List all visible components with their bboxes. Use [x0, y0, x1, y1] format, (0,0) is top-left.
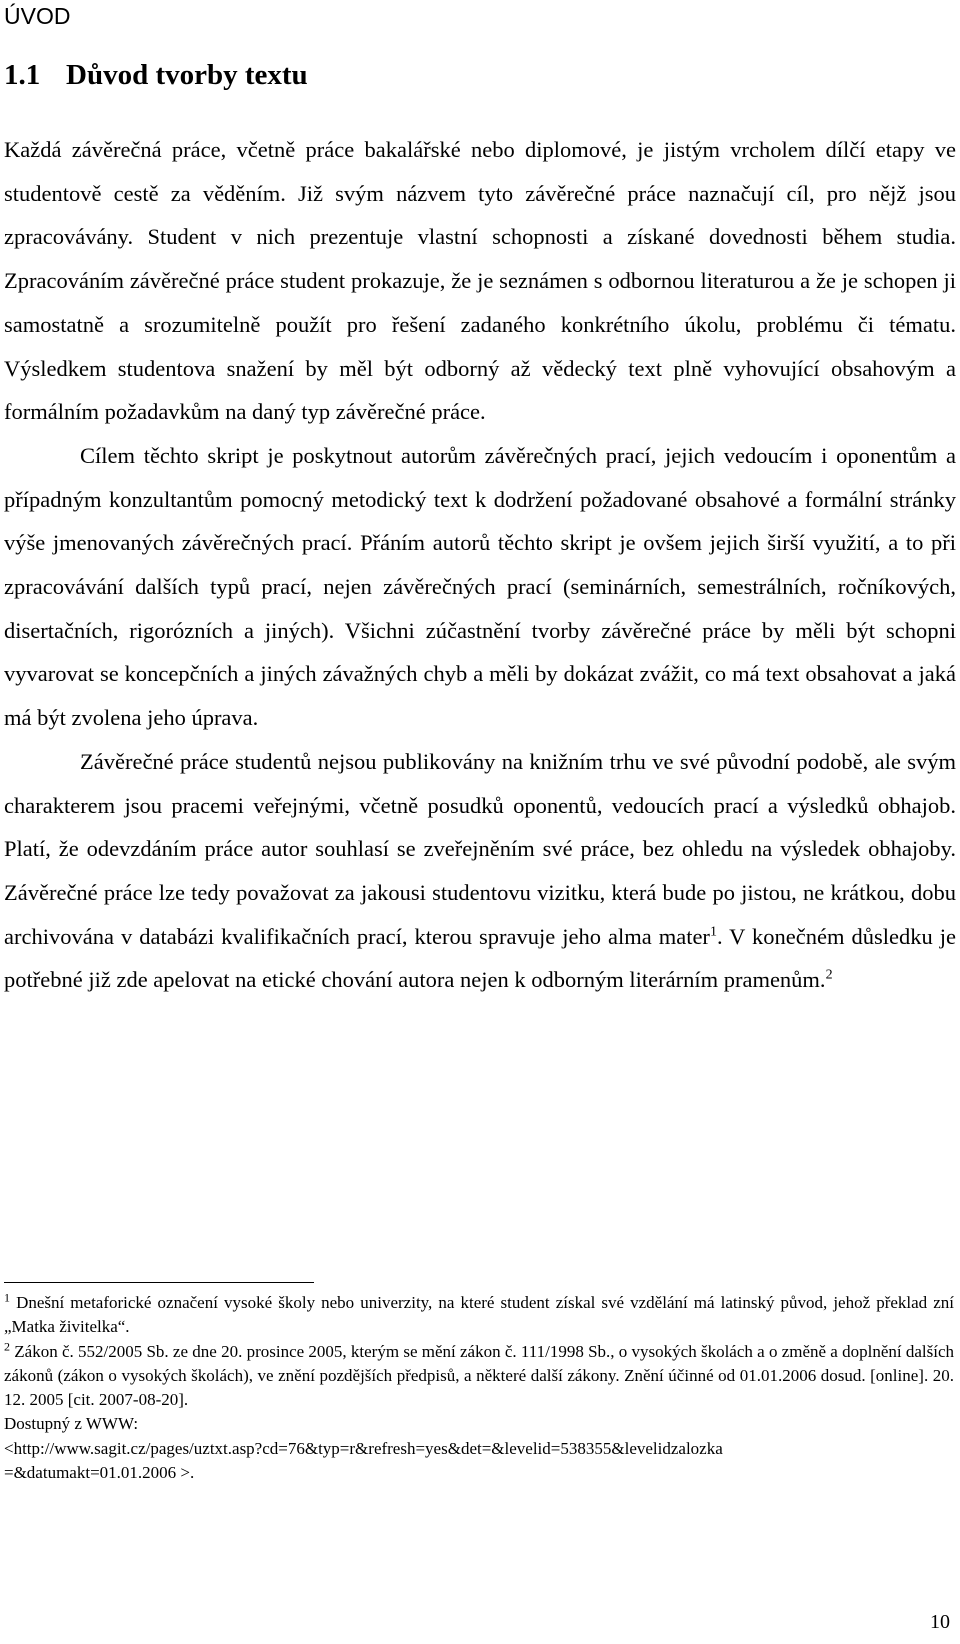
footnote-reference[interactable]: 1: [709, 924, 717, 940]
section-title: Důvod tvorby textu: [66, 59, 308, 91]
paragraph: Každá závěrečná práce, včetně práce bakalářské nebo diplomové, je jistým vrcholem dílčí etapy ve studentově cestě za věděním. Již svým názvem tyto závěrečné práce naznačují cíl, pro nějž jsou zpracovávány. Student v nich prezentuje vlastní schopnosti a získané dovednosti během studia. Zpracováním závěrečné práce student prokazuje, že je seznámen s odbornou literaturou a že je schopen ji samostatně a srozumitelně použít pro řešení zadaného konkrétního úkolu, problému či tématu. Výsledkem studentova snažení by měl být odborný až vědecký text plně vyhovující obsahovým a formálním požadavkům na daný typ závěrečné práce.: [4, 137, 956, 425]
paragraph-text: . V konečném důsledku je potřebné již zde apelovat na etické chování autora nejen k odborným literárním pramenům.: [4, 923, 956, 993]
page-number: 10: [930, 1611, 950, 1633]
section-heading: [4, 58, 308, 92]
body-text: [4, 128, 956, 1002]
section-number: 1.1: [4, 59, 41, 91]
footnote-marker: 2: [4, 1338, 10, 1353]
paragraph: [4, 740, 956, 1002]
footnote-url[interactable]: <http://www.sagit.cz/pages/uztxt.asp?cd=76&typ=r&refresh=yes&det=&levelid=538355&levelidzalozka: [4, 1438, 723, 1458]
footnote-text: Zákon č. 552/2005 Sb. ze dne 20. prosince 2005, kterým se mění zákon č. 111/1998 Sb., o vysokých školách a o změně a doplnění dalších zákonů (zákon o vysokých školách), ve znění pozdějších předpisů, a některé další zákony. Znění účinné od 01.01.2006 dosud. [online]. 20. 12. 2005 [cit. 2007-08-20].: [4, 1341, 954, 1410]
paragraph: Cílem těchto skript je poskytnout autorům závěrečných prací, jejich vedoucím i oponentům a případným konzultantům pomocný metodický text k dodržení požadované obsahové a formální stránky výše jmenovaných závěrečných prací. Přáním autorů těchto skript je ovšem jejich širší využití, a to při zpracovávání dalších typů prací, nejen závěrečných prací (seminárních, semestrálních, ročníkových, disertačních, rigorózních a jiných). Všichni zúčastnění tvorby závěrečné práce by měli být schopni vyvarovat se koncepčních a jiných závažných chyb a měli by dokázat zvážit, co má text obsahovat a jaká má být zvolena jeho úprava.: [4, 442, 956, 731]
footnote-text: Dnešní metaforické označení vysoké školy nebo univerzity, na které student získal své vzdělání má latinský původ, jehož překlad zní „Matka živitelka“.: [4, 1293, 955, 1337]
footnote-reference[interactable]: 2: [825, 967, 833, 983]
footnotes: [4, 1291, 954, 1485]
paragraph-text: Závěrečné práce studentů nejsou publikovány na knižním trhu ve své původní podobě, ale svým charakterem jsou pracemi veřejnými, včetně posudků oponentů, vedoucích prací a výsledků obhajob. Platí, že odevzdáním práce autor souhlasí se zveřejněním své práce, bez ohledu na výsledek obhajoby. Závěrečné práce lze tedy považovat za jakousi studentovu vizitku, která bude po jistou, ne krátkou, dobu archivována v databázi kvalifikačních prací, kterou spravuje jeho alma mater: [4, 748, 956, 949]
running-header: ÚVOD: [4, 3, 71, 29]
footnote: [4, 1291, 954, 1340]
footnote-url-continued[interactable]: =&datumakt=01.01.2006 >.: [4, 1463, 195, 1483]
footnote: [4, 1340, 954, 1413]
footnote-availability: Dostupný z WWW:: [4, 1414, 139, 1434]
footnote-separator: [4, 1282, 314, 1283]
footnote-marker: 1: [4, 1290, 10, 1305]
